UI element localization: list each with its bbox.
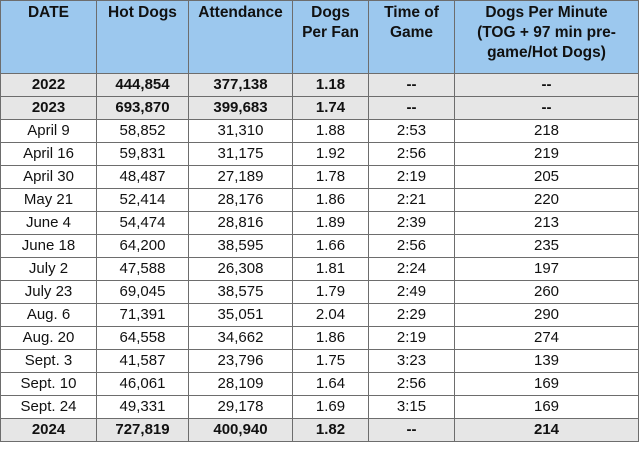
table-row xyxy=(1,212,639,235)
dogs-per-fan-cell: 1.74 xyxy=(293,97,369,120)
hot-dogs-cell: 54,474 xyxy=(97,212,189,235)
table-row xyxy=(1,143,639,166)
dogs-per-minute-cell: -- xyxy=(455,74,639,97)
header-date: DATE xyxy=(1,1,97,74)
table-row xyxy=(1,166,639,189)
time-of-game-cell: 2:53 xyxy=(369,120,455,143)
date-cell: April 30 xyxy=(1,166,97,189)
dogs-per-minute-cell: 260 xyxy=(455,281,639,304)
attendance-cell: 27,189 xyxy=(189,166,293,189)
dogs-per-fan-cell: 1.69 xyxy=(293,396,369,419)
date-cell: July 2 xyxy=(1,258,97,281)
dogs-per-minute-cell: 213 xyxy=(455,212,639,235)
attendance-cell: 29,178 xyxy=(189,396,293,419)
header-time-of-game-line-1: Time of xyxy=(384,4,439,21)
header-dogs-per-minute-line-1: Dogs Per Minute xyxy=(485,4,608,21)
date-cell: 2024 xyxy=(1,419,97,442)
date-cell: July 23 xyxy=(1,281,97,304)
dogs-per-fan-cell: 1.86 xyxy=(293,189,369,212)
header-dogs-per-fan xyxy=(293,1,369,74)
dogs-per-fan-cell: 1.66 xyxy=(293,235,369,258)
dogs-per-minute-cell: -- xyxy=(455,97,639,120)
dogs-per-minute-cell: 169 xyxy=(455,373,639,396)
hot-dogs-cell: 64,200 xyxy=(97,235,189,258)
hot-dogs-cell: 48,487 xyxy=(97,166,189,189)
time-of-game-cell: -- xyxy=(369,74,455,97)
date-cell: Sept. 3 xyxy=(1,350,97,373)
attendance-cell: 23,796 xyxy=(189,350,293,373)
dogs-per-fan-cell: 1.64 xyxy=(293,373,369,396)
header-dogs-per-minute-line-3: game/Hot Dogs) xyxy=(487,44,606,61)
attendance-cell: 31,175 xyxy=(189,143,293,166)
time-of-game-cell: -- xyxy=(369,419,455,442)
time-of-game-cell: 3:15 xyxy=(369,396,455,419)
dogs-per-minute-cell: 218 xyxy=(455,120,639,143)
dogs-per-minute-cell: 220 xyxy=(455,189,639,212)
header-hot-dogs: Hot Dogs xyxy=(97,1,189,74)
time-of-game-cell: 2:19 xyxy=(369,327,455,350)
dogs-per-minute-cell: 214 xyxy=(455,419,639,442)
time-of-game-cell: 2:24 xyxy=(369,258,455,281)
dogs-per-fan-cell: 1.81 xyxy=(293,258,369,281)
header-dogs-per-fan-line-1: Dogs xyxy=(311,4,350,21)
dogs-per-minute-cell: 274 xyxy=(455,327,639,350)
date-cell: Aug. 20 xyxy=(1,327,97,350)
header-dogs-per-fan-line-2: Per Fan xyxy=(302,24,359,41)
hot-dogs-cell: 727,819 xyxy=(97,419,189,442)
attendance-cell: 28,816 xyxy=(189,212,293,235)
table-row xyxy=(1,350,639,373)
time-of-game-cell: 2:21 xyxy=(369,189,455,212)
time-of-game-cell: 2:19 xyxy=(369,166,455,189)
header-row xyxy=(1,1,639,74)
dogs-per-fan-cell: 1.82 xyxy=(293,419,369,442)
date-cell: May 21 xyxy=(1,189,97,212)
hot-dogs-cell: 41,587 xyxy=(97,350,189,373)
dogs-per-minute-cell: 290 xyxy=(455,304,639,327)
time-of-game-cell: 3:23 xyxy=(369,350,455,373)
header-time-of-game-line-2: Game xyxy=(389,24,434,41)
table-row xyxy=(1,373,639,396)
attendance-cell: 399,683 xyxy=(189,97,293,120)
time-of-game-cell: -- xyxy=(369,97,455,120)
date-cell: April 9 xyxy=(1,120,97,143)
hot-dogs-cell: 47,588 xyxy=(97,258,189,281)
date-cell: Aug. 6 xyxy=(1,304,97,327)
dogs-per-fan-cell: 2.04 xyxy=(293,304,369,327)
attendance-cell: 377,138 xyxy=(189,74,293,97)
dogs-per-fan-cell: 1.79 xyxy=(293,281,369,304)
table-row xyxy=(1,304,639,327)
dogs-per-minute-cell: 235 xyxy=(455,235,639,258)
table-row xyxy=(1,396,639,419)
header-attendance: Attendance xyxy=(189,1,293,74)
dogs-per-fan-cell: 1.18 xyxy=(293,74,369,97)
date-cell: Sept. 24 xyxy=(1,396,97,419)
date-cell: April 16 xyxy=(1,143,97,166)
attendance-cell: 400,940 xyxy=(189,419,293,442)
table-row xyxy=(1,120,639,143)
hot-dogs-cell: 58,852 xyxy=(97,120,189,143)
header-dogs-per-minute xyxy=(455,1,639,74)
hot-dogs-cell: 71,391 xyxy=(97,304,189,327)
table-body xyxy=(1,74,639,442)
time-of-game-cell: 2:56 xyxy=(369,143,455,166)
dogs-per-fan-cell: 1.86 xyxy=(293,327,369,350)
attendance-cell: 28,109 xyxy=(189,373,293,396)
time-of-game-cell: 2:56 xyxy=(369,235,455,258)
time-of-game-cell: 2:29 xyxy=(369,304,455,327)
dogs-per-minute-cell: 205 xyxy=(455,166,639,189)
attendance-cell: 28,176 xyxy=(189,189,293,212)
time-of-game-cell: 2:49 xyxy=(369,281,455,304)
attendance-cell: 38,595 xyxy=(189,235,293,258)
date-cell: 2023 xyxy=(1,97,97,120)
attendance-cell: 38,575 xyxy=(189,281,293,304)
header-time-of-game xyxy=(369,1,455,74)
table-row xyxy=(1,189,639,212)
dogs-per-fan-cell: 1.78 xyxy=(293,166,369,189)
date-cell: June 4 xyxy=(1,212,97,235)
date-cell: June 18 xyxy=(1,235,97,258)
table-row xyxy=(1,327,639,350)
hot-dogs-cell: 69,045 xyxy=(97,281,189,304)
hot-dogs-cell: 52,414 xyxy=(97,189,189,212)
attendance-cell: 31,310 xyxy=(189,120,293,143)
dogs-per-fan-cell: 1.89 xyxy=(293,212,369,235)
dogs-per-minute-cell: 197 xyxy=(455,258,639,281)
attendance-cell: 35,051 xyxy=(189,304,293,327)
date-cell: Sept. 10 xyxy=(1,373,97,396)
table-row xyxy=(1,235,639,258)
table-row xyxy=(1,258,639,281)
dogs-per-minute-cell: 139 xyxy=(455,350,639,373)
hot-dogs-cell: 46,061 xyxy=(97,373,189,396)
dogs-per-minute-cell: 169 xyxy=(455,396,639,419)
hot-dogs-cell: 444,854 xyxy=(97,74,189,97)
table-row xyxy=(1,281,639,304)
hot-dogs-cell: 49,331 xyxy=(97,396,189,419)
dogs-per-fan-cell: 1.75 xyxy=(293,350,369,373)
dogs-per-minute-cell: 219 xyxy=(455,143,639,166)
time-of-game-cell: 2:39 xyxy=(369,212,455,235)
header-dogs-per-minute-line-2: (TOG + 97 min pre- xyxy=(477,24,616,41)
attendance-cell: 26,308 xyxy=(189,258,293,281)
summary-row xyxy=(1,74,639,97)
dogs-per-fan-cell: 1.88 xyxy=(293,120,369,143)
hot-dogs-cell: 64,558 xyxy=(97,327,189,350)
dogs-per-fan-cell: 1.92 xyxy=(293,143,369,166)
summary-row xyxy=(1,97,639,120)
hot-dogs-cell: 59,831 xyxy=(97,143,189,166)
total-row xyxy=(1,419,639,442)
attendance-cell: 34,662 xyxy=(189,327,293,350)
time-of-game-cell: 2:56 xyxy=(369,373,455,396)
hot-dogs-cell: 693,870 xyxy=(97,97,189,120)
date-cell: 2022 xyxy=(1,74,97,97)
